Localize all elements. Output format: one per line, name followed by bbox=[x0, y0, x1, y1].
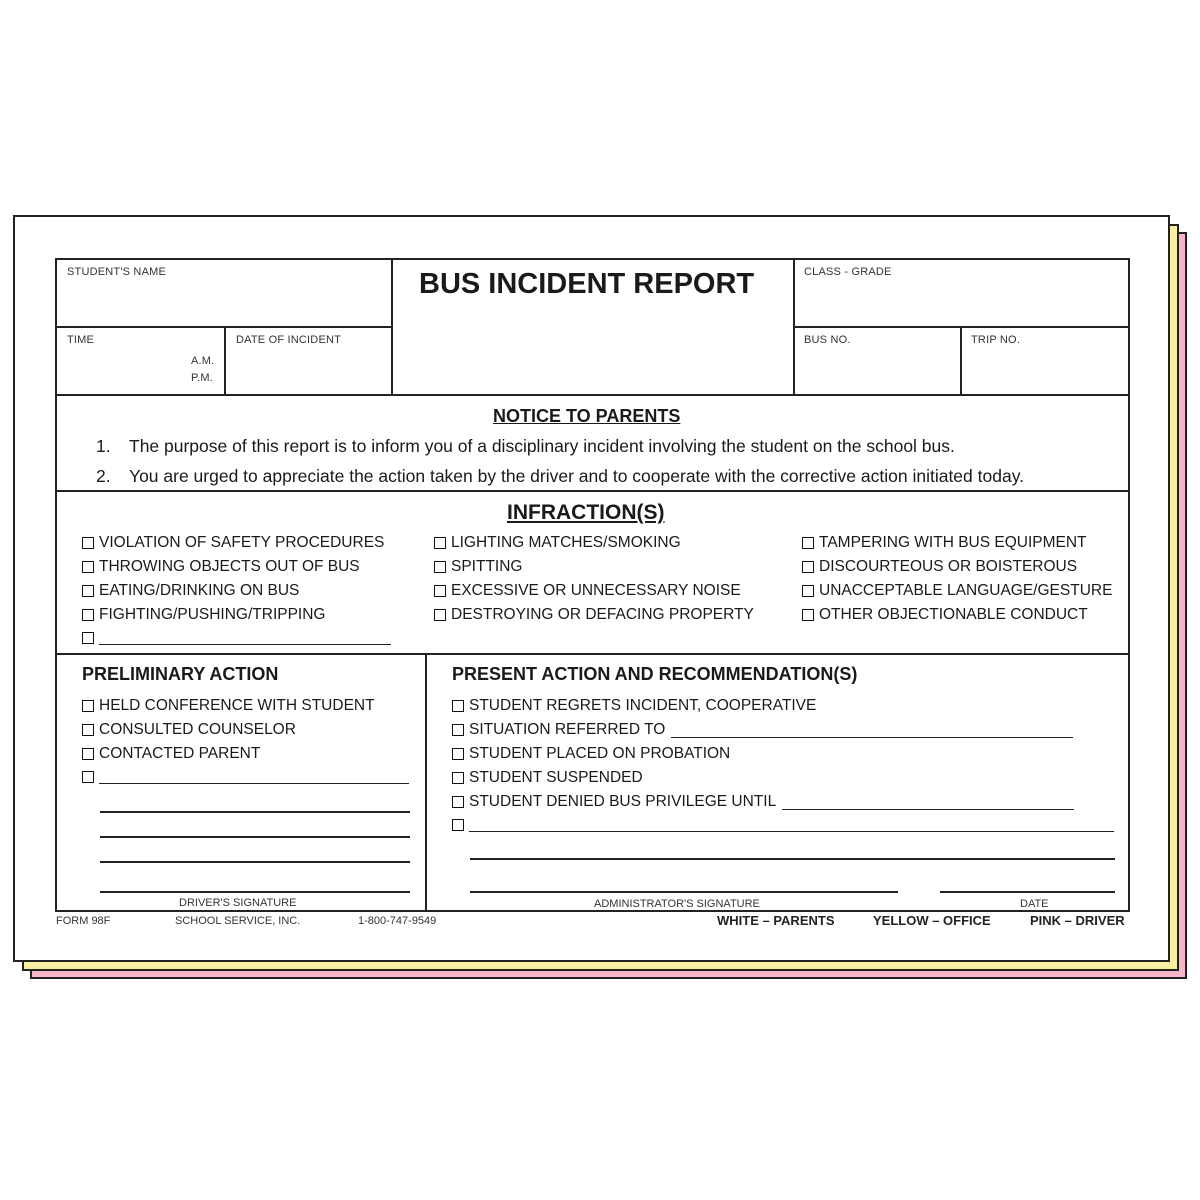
checkbox-icon bbox=[82, 585, 94, 597]
infraction-label: THROWING OBJECTS OUT OF BUS bbox=[99, 558, 360, 575]
phone-number: 1-800-747-9549 bbox=[358, 915, 437, 927]
notice-item-text: You are urged to appreciate the action taken by the driver and to cooperate with the corrective action initiated today. bbox=[129, 466, 1025, 486]
driver-signature-label: DRIVER'S SIGNATURE bbox=[179, 897, 297, 909]
divider bbox=[57, 394, 1130, 396]
bus-no-label: BUS NO. bbox=[804, 334, 851, 346]
infraction-label: VIOLATION OF SAFETY PROCEDURES bbox=[99, 534, 385, 551]
form-title: BUS INCIDENT REPORT bbox=[419, 268, 755, 300]
present-action-checkbox[interactable] bbox=[452, 793, 1074, 811]
denied-until-line[interactable] bbox=[782, 795, 1074, 810]
present-other-line[interactable] bbox=[469, 817, 1114, 832]
divider bbox=[391, 260, 393, 396]
checkbox-icon bbox=[452, 748, 464, 760]
preliminary-action-label: CONTACTED PARENT bbox=[99, 745, 261, 762]
present-other-checkbox[interactable] bbox=[452, 817, 1114, 832]
date-line[interactable] bbox=[940, 891, 1115, 893]
preliminary-notes-line[interactable] bbox=[100, 836, 410, 838]
preliminary-notes-line[interactable] bbox=[100, 811, 410, 813]
infraction-label: FIGHTING/PUSHING/TRIPPING bbox=[99, 606, 326, 623]
checkbox-icon bbox=[82, 700, 94, 712]
checkbox-icon bbox=[434, 561, 446, 573]
checkbox-icon bbox=[434, 537, 446, 549]
infraction-label: EXCESSIVE OR UNNECESSARY NOISE bbox=[451, 582, 741, 599]
present-action-checkbox[interactable] bbox=[452, 721, 1073, 739]
notice-item-number: 1. bbox=[96, 436, 111, 456]
checkbox-icon bbox=[82, 561, 94, 573]
present-notes-line[interactable] bbox=[470, 858, 1115, 860]
checkbox-icon bbox=[82, 632, 94, 644]
infraction-checkbox[interactable] bbox=[802, 534, 1087, 552]
trip-no-label: TRIP NO. bbox=[971, 334, 1021, 346]
trip-no-field[interactable] bbox=[962, 328, 1130, 394]
present-action-heading: PRESENT ACTION AND RECOMMENDATION(S) bbox=[452, 664, 858, 684]
notice-item-number: 2. bbox=[96, 466, 111, 486]
infractions-heading: INFRACTION(S) bbox=[507, 501, 665, 524]
am-label: A.M. bbox=[191, 355, 215, 367]
infraction-label: DISCOURTEOUS OR BOISTEROUS bbox=[819, 558, 1078, 575]
infraction-checkbox[interactable] bbox=[434, 534, 681, 552]
infraction-label: EATING/DRINKING ON BUS bbox=[99, 582, 300, 599]
preliminary-notes-line[interactable] bbox=[100, 861, 410, 863]
notice-heading: NOTICE TO PARENTS bbox=[493, 406, 681, 426]
driver-signature-line[interactable] bbox=[100, 891, 410, 893]
infraction-checkbox[interactable] bbox=[434, 606, 754, 624]
checkbox-icon bbox=[802, 585, 814, 597]
checkbox-icon bbox=[452, 819, 464, 831]
incident-form bbox=[55, 258, 1130, 912]
checkbox-icon bbox=[434, 609, 446, 621]
present-action-checkbox[interactable] bbox=[452, 745, 730, 763]
infraction-label: SPITTING bbox=[451, 558, 523, 575]
present-action-label: STUDENT PLACED ON PROBATION bbox=[469, 745, 731, 762]
preliminary-action-checkbox[interactable] bbox=[82, 721, 296, 739]
administrator-signature-label: ADMINISTRATOR'S SIGNATURE bbox=[594, 898, 760, 910]
checkbox-icon bbox=[82, 724, 94, 736]
infraction-checkbox[interactable] bbox=[802, 606, 1088, 624]
pm-label: P.M. bbox=[191, 372, 213, 384]
infraction-checkbox[interactable] bbox=[802, 582, 1112, 600]
divider bbox=[425, 653, 427, 912]
checkbox-icon bbox=[82, 537, 94, 549]
preliminary-action-checkbox[interactable] bbox=[82, 745, 260, 763]
date-label: DATE bbox=[1020, 898, 1049, 910]
preliminary-other-line[interactable] bbox=[99, 769, 409, 784]
checkbox-icon bbox=[452, 724, 464, 736]
student-name-field[interactable] bbox=[57, 260, 391, 326]
infraction-checkbox[interactable] bbox=[82, 558, 360, 576]
copy-distribution-white: WHITE – PARENTS bbox=[717, 913, 835, 928]
infraction-other-checkbox[interactable] bbox=[82, 630, 391, 645]
infraction-label: DESTROYING OR DEFACING PROPERTY bbox=[451, 606, 754, 623]
checkbox-icon bbox=[802, 609, 814, 621]
present-action-label: STUDENT DENIED BUS PRIVILEGE UNTIL bbox=[469, 793, 777, 810]
checkbox-icon bbox=[82, 609, 94, 621]
infraction-checkbox[interactable] bbox=[82, 606, 325, 624]
infraction-label: UNACCEPTABLE LANGUAGE/GESTURE bbox=[819, 582, 1113, 599]
checkbox-icon bbox=[82, 771, 94, 783]
student-name-label: STUDENT'S NAME bbox=[67, 266, 167, 278]
infraction-checkbox[interactable] bbox=[434, 582, 741, 600]
infraction-checkbox[interactable] bbox=[434, 558, 522, 576]
infraction-checkbox[interactable] bbox=[802, 558, 1077, 576]
infraction-label: OTHER OBJECTIONABLE CONDUCT bbox=[819, 606, 1088, 623]
present-action-label: SITUATION REFERRED TO bbox=[469, 721, 666, 738]
company-name: SCHOOL SERVICE, INC. bbox=[175, 915, 301, 927]
copy-distribution-yellow: YELLOW – OFFICE bbox=[873, 913, 991, 928]
checkbox-icon bbox=[802, 537, 814, 549]
checkbox-icon bbox=[82, 748, 94, 760]
time-field[interactable] bbox=[57, 328, 224, 394]
preliminary-action-heading: PRELIMINARY ACTION bbox=[82, 664, 279, 684]
bus-no-field[interactable] bbox=[795, 328, 960, 394]
checkbox-icon bbox=[452, 700, 464, 712]
checkbox-icon bbox=[452, 796, 464, 808]
referred-to-line[interactable] bbox=[671, 723, 1073, 738]
date-of-incident-field[interactable] bbox=[226, 328, 391, 394]
administrator-signature-line[interactable] bbox=[470, 891, 898, 893]
preliminary-action-checkbox[interactable] bbox=[82, 697, 375, 715]
notice-item-text: The purpose of this report is to inform you of a disciplinary incident involving the student on the school bus. bbox=[129, 436, 955, 456]
divider bbox=[57, 490, 1130, 492]
infraction-label: TAMPERING WITH BUS EQUIPMENT bbox=[819, 534, 1087, 551]
checkbox-icon bbox=[452, 772, 464, 784]
form-number: FORM 98F bbox=[56, 915, 111, 927]
class-grade-label: CLASS - GRADE bbox=[804, 266, 892, 278]
present-action-checkbox[interactable] bbox=[452, 769, 643, 787]
date-of-incident-label: DATE OF INCIDENT bbox=[236, 334, 342, 346]
infraction-checkbox[interactable] bbox=[82, 534, 384, 552]
infraction-label: LIGHTING MATCHES/SMOKING bbox=[451, 534, 681, 551]
copy-distribution-pink: PINK – DRIVER bbox=[1030, 913, 1125, 928]
infraction-checkbox[interactable] bbox=[82, 582, 299, 600]
present-action-checkbox[interactable] bbox=[452, 697, 816, 715]
preliminary-other-checkbox[interactable] bbox=[82, 769, 409, 784]
preliminary-action-label: CONSULTED COUNSELOR bbox=[99, 721, 296, 738]
present-action-label: STUDENT REGRETS INCIDENT, COOPERATIVE bbox=[469, 697, 817, 714]
divider bbox=[57, 653, 1130, 655]
infraction-other-line[interactable] bbox=[99, 630, 391, 645]
class-grade-field[interactable] bbox=[795, 260, 1130, 326]
checkbox-icon bbox=[802, 561, 814, 573]
preliminary-action-label: HELD CONFERENCE WITH STUDENT bbox=[99, 697, 375, 714]
present-action-label: STUDENT SUSPENDED bbox=[469, 769, 643, 786]
checkbox-icon bbox=[434, 585, 446, 597]
time-label: TIME bbox=[67, 334, 95, 346]
